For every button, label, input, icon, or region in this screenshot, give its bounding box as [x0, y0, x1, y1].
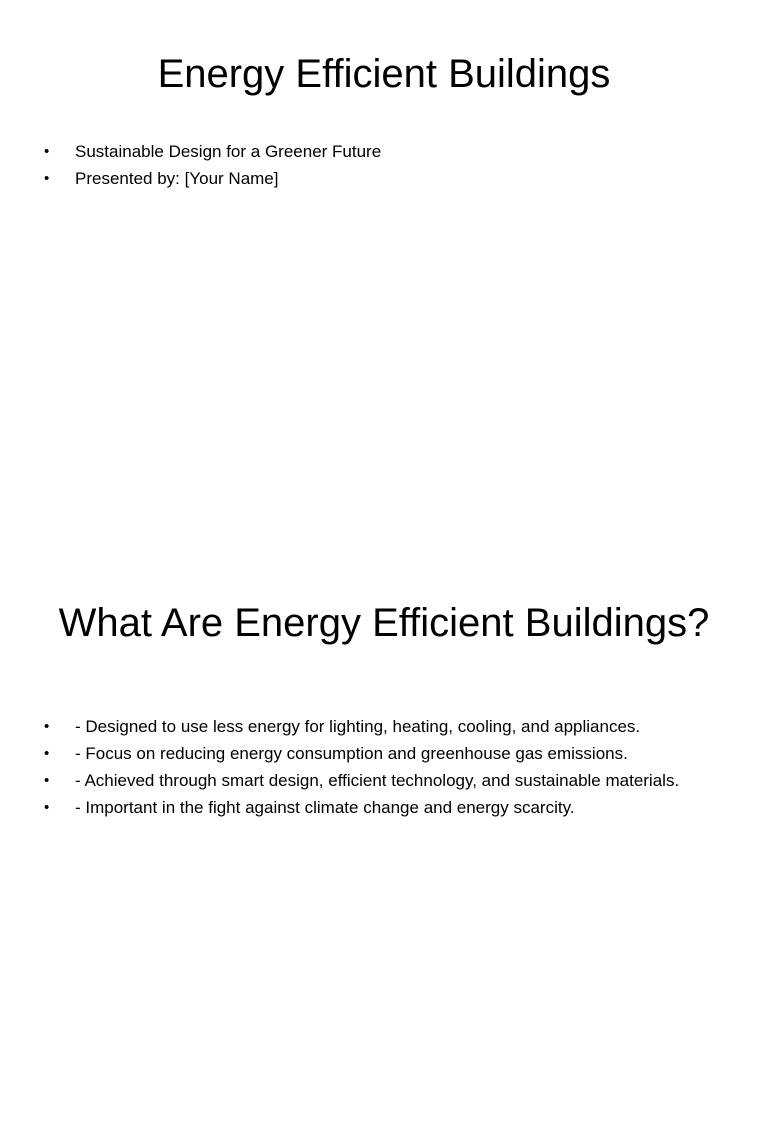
slide-title: What Are Energy Efficient Buildings? [58, 601, 710, 645]
bullet-icon: • [44, 772, 50, 789]
bullet-text: - Designed to use less energy for lighting, heating, cooling, and appliances. [75, 717, 641, 736]
list-item [40, 165, 728, 192]
slide-2 [0, 548, 768, 1124]
bullet-text: - Focus on reducing energy consumption and greenhouse gas emissions. [75, 744, 628, 763]
bullet-text: - Important in the fight against climate change and energy scarcity. [75, 798, 575, 817]
list-item [40, 794, 728, 821]
list-item [40, 740, 728, 767]
bullet-text: Presented by: [Your Name] [75, 169, 279, 188]
list-item [40, 767, 728, 794]
bullet-list [40, 713, 728, 821]
bullet-icon: • [44, 170, 50, 187]
slide-title: Energy Efficient Buildings [157, 52, 611, 96]
list-item [40, 713, 728, 740]
bullet-icon: • [44, 745, 50, 762]
bullet-icon: • [44, 718, 50, 735]
bullet-text: - Achieved through smart design, efficient technology, and sustainable materials. [75, 771, 680, 790]
bullet-list [40, 138, 728, 192]
bullet-text: Sustainable Design for a Greener Future [75, 142, 382, 161]
bullet-icon: • [44, 799, 50, 816]
list-item [40, 138, 728, 165]
bullet-icon: • [44, 143, 50, 160]
